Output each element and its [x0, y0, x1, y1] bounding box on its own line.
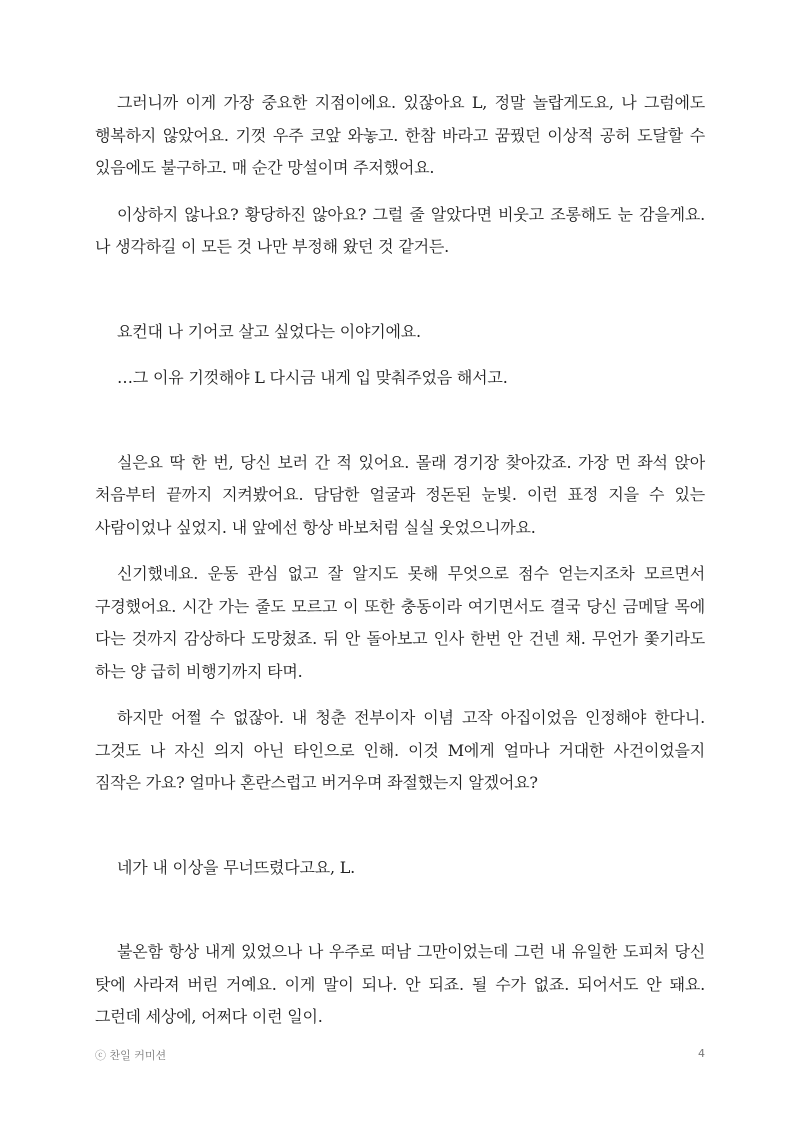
- section-break: [95, 884, 705, 936]
- paragraph-6: 신기했네요. 운동 관심 없고 잘 알지도 못해 무엇으로 점수 얻는지조차 모르면서 구경했어요. 시간 가는 줄도 모르고 이 또한 충동이라 여기면서도 결국 당신 금메달 목에 다는 것까지 감상하다 도망쳤죠. 뒤 안 돌아보고 인사 한번 안 건넨 채. 무언가 쫓기라도 하는 양 급히 비행기까지 타며.: [95, 564, 705, 681]
- section-break: [95, 264, 705, 316]
- section-break: [95, 800, 705, 852]
- spacer: [95, 544, 705, 558]
- paragraph-7: 하지만 어쩔 수 없잖아. 내 청춘 전부이자 이념 고작 아집이었음 인정해야 한다니. 그것도 나 자신 의지 아닌 타인으로 인해. 이것 M에게 얼마나 거대한 사건이었을지 짐작은 가요? 얼마나 혼란스럽고 버거우며 좌절했는지 알겠어요?: [95, 708, 705, 792]
- paragraph-9: 불온함 항상 내게 있었으나 나 우주로 떠남 그만이었는데 그런 내 유일한 도피처 당신 탓에 사라져 버린 거예요. 이게 말이 되나. 안 되죠. 될 수가 없죠. 되어서도 안 돼요. 그런데 세상에, 어쩌다 이런 일이.: [95, 942, 705, 1026]
- paragraph-1: 그러니까 이게 가장 중요한 지점이에요. 있잖아요 L, 정말 놀랍게도요, 나 그럼에도 행복하지 않았어요. 기껏 우주 코앞 와놓고. 한참 바라고 꿈꿨던 이상적 공허 도달할 수 있음에도 불구하고. 매 순간 망설이며 주저했어요.: [95, 93, 705, 177]
- spacer: [95, 185, 705, 199]
- footer-credit: ⓒ 찬일 커미션: [95, 1049, 167, 1062]
- spacer: [95, 348, 705, 362]
- paragraph-5: 실은요 딱 한 번, 당신 보러 간 적 있어요. 몰래 경기장 찾아갔죠. 가장 먼 좌석 앉아 처음부터 끝까지 지켜봤어요. 담담한 얼굴과 정돈된 눈빛. 이런 표정 지을 수 있는 사람이었나 싶었지. 내 앞에선 항상 바보처럼 실실 웃었으니까요.: [95, 452, 705, 537]
- page-body: [95, 87, 705, 1034]
- paragraph-8: 네가 내 이상을 무너뜨렸다고요, L.: [117, 857, 356, 877]
- page-footer: [95, 1047, 705, 1063]
- page-number: 4: [698, 1047, 705, 1060]
- paragraph-4: …그 이유 기껏해야 L 다시금 내게 입 맞춰주었음 해서고.: [117, 368, 508, 387]
- spacer: [95, 688, 705, 702]
- paragraph-2: 이상하지 않나요? 황당하진 않아요? 그럴 줄 알았다면 비웃고 조롱해도 눈 감을게요. 나 생각하길 이 모든 것 나만 부정해 왔던 것 같거든.: [95, 204, 705, 256]
- paragraph-3: 요컨대 나 기어코 살고 싶었다는 이야기에요.: [117, 321, 421, 341]
- section-break: [95, 395, 705, 447]
